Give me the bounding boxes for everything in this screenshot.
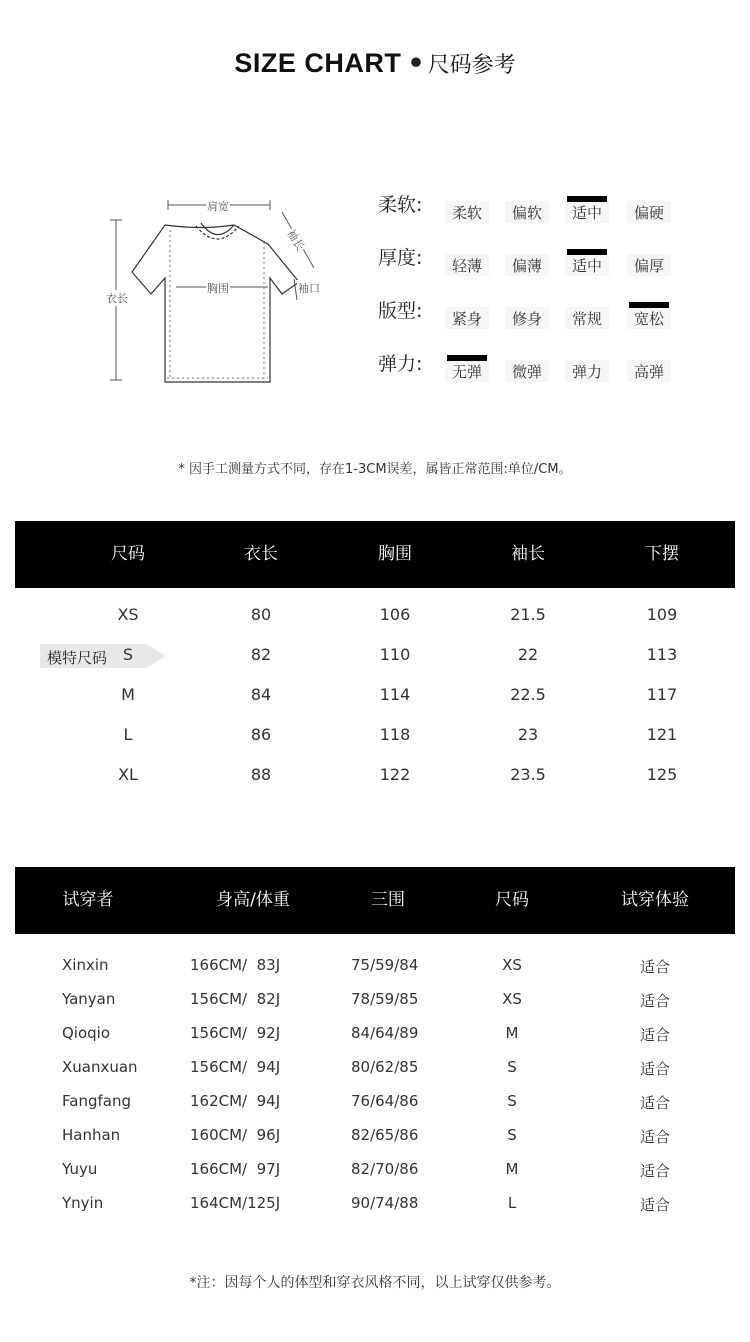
experience-col-header: 试穿体验: [621, 890, 689, 910]
page-title: [0, 48, 750, 79]
table-cell: 23.5: [510, 765, 546, 784]
measurement-note: * 因手工测量方式不同，存在1-3CM误差，属皆正常范围:单位/CM。: [178, 462, 572, 477]
table-cell: 适合: [639, 1162, 670, 1180]
attribute-option: 高弹: [627, 360, 671, 382]
table-cell: 76/64/86: [351, 1092, 419, 1110]
measurements-col-header: 三围: [371, 890, 405, 910]
table-cell: 适合: [639, 1026, 670, 1044]
table-cell: 156CM/ 94J: [190, 1058, 281, 1076]
table-cell: 84/64/89: [351, 1024, 419, 1042]
table-cell: XS: [502, 990, 522, 1008]
table-cell: L: [507, 1194, 517, 1212]
table-cell: 22: [517, 645, 539, 664]
table-row: [15, 680, 735, 710]
table-cell: L: [123, 725, 133, 744]
attribute-option: 紧身: [445, 307, 489, 329]
table-cell: S: [507, 1092, 517, 1110]
attribute-label: 弹力:: [378, 353, 423, 375]
table-row: [0, 1188, 750, 1214]
selected-marker: [567, 249, 607, 255]
size-col-header-2: 尺码: [495, 890, 529, 910]
table-cell: 122: [379, 765, 411, 784]
table-row: [15, 640, 735, 670]
selected-marker: [567, 196, 607, 202]
table-row: [0, 984, 750, 1010]
table-cell: 110: [379, 645, 411, 664]
table-cell: M: [505, 1160, 519, 1178]
size-table-header: [15, 521, 735, 588]
table-cell: 82/65/86: [351, 1126, 419, 1144]
table-cell: XL: [118, 765, 138, 784]
sleeve-col-header: 袖长: [511, 544, 545, 564]
table-cell: 106: [379, 605, 411, 624]
table-cell: 90/74/88: [351, 1194, 419, 1212]
table-cell: 80: [250, 605, 272, 624]
table-cell: 82: [250, 645, 272, 664]
table-cell: 125: [646, 765, 678, 784]
attribute-label: 版型:: [378, 300, 423, 322]
table-cell: 166CM/ 83J: [190, 956, 281, 974]
attribute-option: 弹力: [565, 360, 609, 382]
table-row: [0, 1154, 750, 1180]
attribute-option: 偏厚: [627, 254, 671, 276]
table-cell: 80/62/85: [351, 1058, 419, 1076]
table-row: [0, 1018, 750, 1044]
table-cell: 117: [646, 685, 678, 704]
table-cell: 109: [646, 605, 678, 624]
table-cell: 75/59/84: [351, 956, 419, 974]
table-cell: 113: [646, 645, 678, 664]
table-cell: Fangfang: [62, 1092, 131, 1110]
selected-marker: [447, 355, 487, 361]
chest-col-header: 胸围: [378, 544, 412, 564]
attribute-option-selected: 无弹: [445, 360, 489, 382]
table-cell: Yuyu: [62, 1160, 98, 1178]
sleeve-length-label: 袖长: [283, 226, 309, 255]
table-row: [0, 1086, 750, 1112]
table-cell: 84: [250, 685, 272, 704]
table-cell: 82/70/86: [351, 1160, 419, 1178]
table-cell: 156CM/ 92J: [190, 1024, 281, 1042]
cuff-label: 袖口: [298, 282, 320, 295]
table-cell: 160CM/ 96J: [190, 1126, 281, 1144]
table-cell: 121: [646, 725, 678, 744]
table-cell: 适合: [639, 1128, 670, 1146]
table-cell: M: [121, 685, 135, 704]
attribute-option: 偏软: [505, 201, 549, 223]
title-english: SIZE CHART: [234, 48, 402, 78]
attribute-option: 柔软: [445, 201, 489, 223]
table-cell: 适合: [639, 1196, 670, 1214]
selected-marker: [629, 302, 669, 308]
attribute-option-selected: 宽松: [627, 307, 671, 329]
table-cell: Qioqio: [62, 1024, 111, 1042]
table-cell: 21.5: [510, 605, 546, 624]
table-row: [15, 720, 735, 750]
table-cell: 适合: [639, 958, 670, 976]
attribute-option: 常规: [565, 307, 609, 329]
attribute-option: 微弹: [505, 360, 549, 382]
attribute-label: 柔软:: [378, 194, 423, 216]
table-row: [0, 950, 750, 976]
attribute-label: 厚度:: [378, 247, 423, 269]
table-cell: S: [122, 645, 134, 664]
table-cell: 86: [250, 725, 272, 744]
chest-label: 胸围: [207, 282, 229, 295]
height-weight-col-header: 身高/体重: [216, 890, 290, 910]
hem-col-header: 下摆: [645, 544, 679, 564]
size-table-body: [15, 600, 735, 800]
table-cell: 23: [517, 725, 539, 744]
table-cell: S: [507, 1126, 517, 1144]
table-cell: 适合: [639, 1060, 670, 1078]
attribute-option: 偏硬: [627, 201, 671, 223]
tshirt-diagram: [92, 190, 332, 390]
table-cell: 114: [379, 685, 411, 704]
table-cell: Hanhan: [62, 1126, 121, 1144]
table-cell: Xuanxuan: [62, 1058, 138, 1076]
table-cell: 适合: [639, 1094, 670, 1112]
size-col-header: 尺码: [111, 544, 145, 564]
title-dot: •: [407, 48, 425, 79]
table-row: [15, 600, 735, 630]
attribute-panel: [378, 190, 678, 400]
table-cell: 164CM/125J: [190, 1194, 281, 1212]
table-cell: 88: [250, 765, 272, 784]
table-cell: S: [507, 1058, 517, 1076]
table-cell: Xinxin: [62, 956, 109, 974]
title-chinese: 尺码参考: [427, 53, 516, 78]
tester-col-header: 试穿者: [62, 890, 114, 910]
table-cell: 22.5: [510, 685, 546, 704]
attribute-option: 轻薄: [445, 254, 489, 276]
tryon-note: *注：因每个人的体型和穿衣风格不同，以上试穿仅供参考。: [189, 1275, 561, 1291]
table-cell: XS: [117, 605, 139, 624]
tryon-table-header: [15, 867, 735, 934]
table-row: [0, 1052, 750, 1078]
attribute-option: 偏薄: [505, 254, 549, 276]
table-row: [0, 1120, 750, 1146]
attribute-option-selected: 适中: [565, 254, 609, 276]
tryon-table-body: [0, 950, 750, 1230]
table-cell: 166CM/ 97J: [190, 1160, 281, 1178]
table-cell: M: [505, 1024, 519, 1042]
attribute-option-selected: 适中: [565, 201, 609, 223]
length-label: 衣长: [106, 292, 128, 305]
table-cell: Yanyan: [62, 990, 116, 1008]
table-cell: 156CM/ 82J: [190, 990, 281, 1008]
model-size-label: 模特尺码: [47, 649, 108, 667]
table-cell: XS: [502, 956, 522, 974]
table-row: [15, 760, 735, 790]
length-col-header: 衣长: [244, 544, 278, 564]
attribute-option: 修身: [505, 307, 549, 329]
table-cell: 118: [379, 725, 411, 744]
table-cell: 适合: [639, 992, 670, 1010]
table-cell: Ynyin: [62, 1194, 104, 1212]
table-cell: 162CM/ 94J: [190, 1092, 281, 1110]
shoulder-label: 肩宽: [207, 200, 229, 213]
table-cell: 78/59/85: [351, 990, 419, 1008]
